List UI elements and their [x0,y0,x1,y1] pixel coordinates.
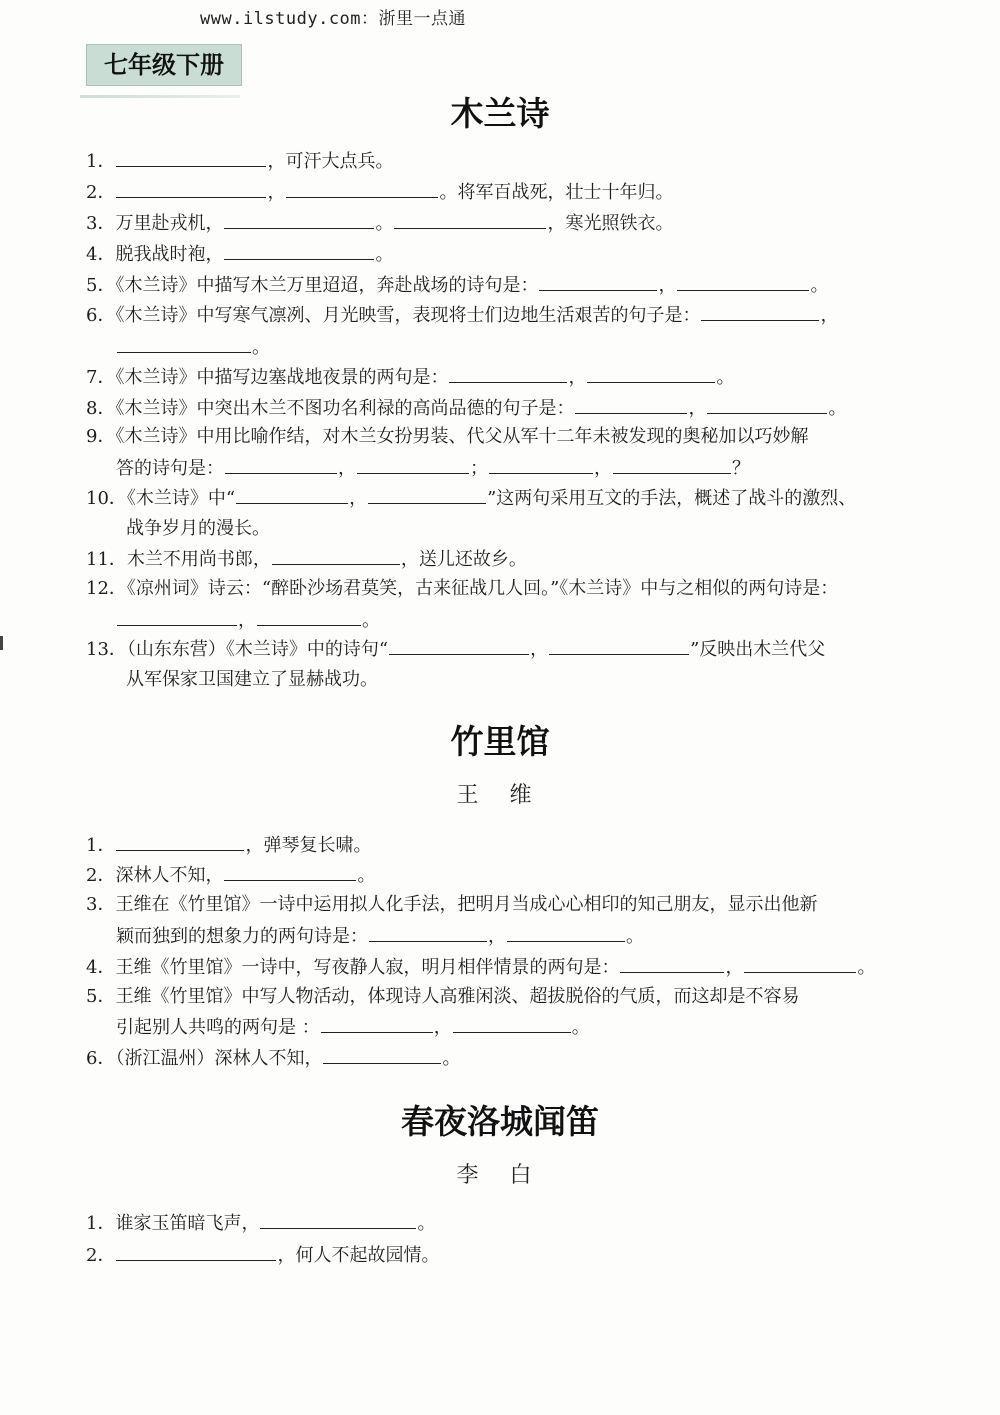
question-text: 从军保家卫国建立了显赫战功。 [126,669,378,690]
question-number: 2． [86,865,116,886]
question-text: 颖而独到的想象力的两句诗是： [116,926,368,947]
question-text: ， [238,610,256,631]
question-number: 4． [86,957,116,978]
question-text: ， [658,275,677,296]
question-item [86,1045,460,1072]
answer-blank[interactable] [236,485,348,504]
question-text: ， [725,957,744,978]
question-text: 。 [857,957,876,978]
question-text: 万里赴戎机， [115,213,224,234]
question-text: 《木兰诗》中“ [126,488,236,509]
question-text: ”这两句采用互文的手法，概述了战斗的激烈、 [487,488,857,509]
question-text: ？ [732,458,750,479]
question-number: 3． [86,213,116,234]
section-title-zhuliguan: 竹里馆 [450,722,550,761]
question-continuation [126,516,270,542]
question-continuation [116,1014,590,1041]
question-text: ， [488,926,506,947]
question-text: 深林人不知， [115,865,224,886]
question-text: 。 [417,1213,436,1234]
answer-blank[interactable] [286,179,438,198]
question-text: 《木兰诗》中写寒气凛冽、月光映雪，表现将士们边地生活艰苦的句子是： [115,305,701,326]
question-item [86,984,799,1010]
question-continuation [116,334,270,361]
answer-blank[interactable] [224,862,356,881]
question-text: 。 [252,337,270,358]
answer-blank[interactable] [707,395,827,414]
answer-blank[interactable] [224,241,374,260]
answer-blank[interactable] [117,607,237,626]
margin-mark [0,636,3,650]
answer-blank[interactable] [368,485,486,504]
question-text: 。 [357,865,376,886]
question-number: 8． [86,398,116,419]
answer-blank[interactable] [116,1242,276,1261]
question-number: 7． [86,367,116,388]
question-text: ，送儿还故乡。 [400,549,527,570]
answer-blank[interactable] [260,1210,416,1229]
question-text: ， [530,639,549,660]
answer-blank[interactable] [587,364,715,383]
answer-blank[interactable] [620,954,724,973]
question-item [86,302,838,329]
question-number: 1． [86,1213,116,1234]
question-number: 5． [86,275,116,296]
question-number: 3． [86,894,116,915]
question-text: ”反映出木兰代父 [690,639,826,660]
question-number: 1． [86,151,116,172]
question-text: ， [568,367,587,388]
question-text: 。 [571,1017,590,1038]
answer-blank[interactable] [116,148,266,167]
question-item [86,576,838,602]
question-item [86,395,846,422]
question-continuation [116,455,750,482]
question-text: ， [267,182,286,203]
question-number: 12． [86,578,127,599]
answer-blank[interactable] [357,455,469,474]
question-number: 2． [86,1245,116,1266]
question-text: ， [820,305,839,326]
answer-blank[interactable] [575,395,687,414]
question-item [86,1242,439,1269]
question-item [86,241,393,268]
answer-blank[interactable] [257,607,361,626]
section-author: 李 白 [456,1163,544,1188]
question-text: 《木兰诗》中用比喻作结，对木兰女扮男装、代父从军十二年未被发现的奥秘加以巧妙解 [115,426,809,447]
question-text: 战争岁月的漫长。 [126,518,270,539]
answer-blank[interactable] [369,923,487,942]
question-item [86,179,673,206]
question-text: 。 [716,367,735,388]
answer-blank[interactable] [272,546,400,565]
grade-tag: 七年级下册 [86,44,242,86]
question-text: 。 [375,213,394,234]
question-number: 5． [86,986,116,1007]
answer-blank[interactable] [453,1014,571,1033]
answer-blank[interactable] [549,636,689,655]
answer-blank[interactable] [539,272,657,291]
answer-blank[interactable] [701,302,819,321]
question-text: 。 [362,610,380,631]
section-title-mulan: 木兰诗 [450,94,550,133]
answer-blank[interactable] [394,210,546,229]
question-text: 。 [442,1048,461,1069]
answer-blank[interactable] [613,455,731,474]
question-text: ， [433,1017,452,1038]
question-text: ，寒光照铁衣。 [547,213,674,234]
answer-blank[interactable] [116,179,266,198]
question-text: 。 [375,244,394,265]
question-text: 王维《竹里馆》一诗中，写夜静人寂，明月相伴情景的两句是： [115,957,620,978]
section-author: 王 维 [456,783,544,808]
question-item [86,272,828,299]
question-text: 。 [810,275,829,296]
question-item [86,636,825,663]
question-item [86,485,856,512]
question-item [86,364,734,391]
answer-blank[interactable] [449,364,567,383]
question-item [86,954,875,981]
question-text: ，何人不起故园情。 [277,1245,440,1266]
question-text: ， [349,488,368,509]
watermark-text: www.ilstudy.com：浙里一点通 [200,9,467,29]
question-text: ， [338,458,356,479]
question-text: 。 [828,398,847,419]
question-item [86,424,808,450]
question-number: 2． [86,182,116,203]
question-continuation [116,923,644,950]
answer-blank[interactable] [323,1045,441,1064]
question-item [86,832,371,859]
question-continuation [116,607,380,634]
question-number: 9． [86,426,116,447]
question-text: （浙江温州）深林人不知， [115,1048,323,1069]
question-text: ，弹琴复长啸。 [245,835,372,856]
answer-blank[interactable] [677,272,809,291]
question-item [86,892,817,918]
question-text: 。 [626,926,644,947]
question-number: 11． [86,549,127,570]
question-item [86,210,673,237]
question-text: 脱我战时袍， [115,244,224,265]
answer-blank[interactable] [507,923,625,942]
answer-blank[interactable] [321,1014,433,1033]
question-number: 6． [86,1048,116,1069]
question-text: 《木兰诗》中突出木兰不图功名利禄的高尚品德的句子是： [115,398,575,419]
question-text: 木兰不用尚书郎， [126,549,271,570]
answer-blank[interactable] [744,954,856,973]
question-number: 4． [86,244,116,265]
answer-blank[interactable] [116,832,244,851]
question-text: 《凉州词》诗云：“醉卧沙场君莫笑，古来征战几人回。”《木兰诗》中与之相似的两句诗是： [126,578,839,599]
question-number: 6． [86,305,116,326]
question-text: ， [594,458,612,479]
question-item [86,148,393,175]
question-text: ； [470,458,488,479]
answer-blank[interactable] [117,334,251,353]
question-item [86,862,375,889]
answer-blank[interactable] [489,455,593,474]
question-number: 13． [86,639,127,660]
question-text: ，可汗大点兵。 [267,151,394,172]
question-number: 10． [86,488,127,509]
answer-blank[interactable] [225,455,337,474]
answer-blank[interactable] [389,636,529,655]
question-text: 谁家玉笛暗飞声， [115,1213,260,1234]
question-text: 答的诗句是： [116,458,224,479]
question-number: 1． [86,835,116,856]
question-text: 《木兰诗》中描写木兰万里迢迢，奔赴战场的诗句是： [115,275,539,296]
question-text: 《木兰诗》中描写边塞战地夜景的两句是： [115,367,449,388]
question-text: （山东东营）《木兰诗》中的诗句“ [126,639,389,660]
answer-blank[interactable] [224,210,374,229]
question-text: 王维在《竹里馆》一诗中运用拟人化手法，把明月当成心心相印的知己朋友，显示出他新 [115,894,818,915]
question-item [86,546,527,573]
question-item [86,1210,435,1237]
question-text: 。将军百战死，壮士十年归。 [439,182,674,203]
question-continuation [126,667,378,693]
section-title-chunye: 春夜洛城闻笛 [401,1102,599,1141]
question-text: 王维《竹里馆》中写人物活动，体现诗人高雅闲淡、超拔脱俗的气质，而这却是不容易 [115,986,800,1007]
question-text: 引起别人共鸣的两句是 ： [116,1017,320,1038]
question-text: ， [688,398,707,419]
